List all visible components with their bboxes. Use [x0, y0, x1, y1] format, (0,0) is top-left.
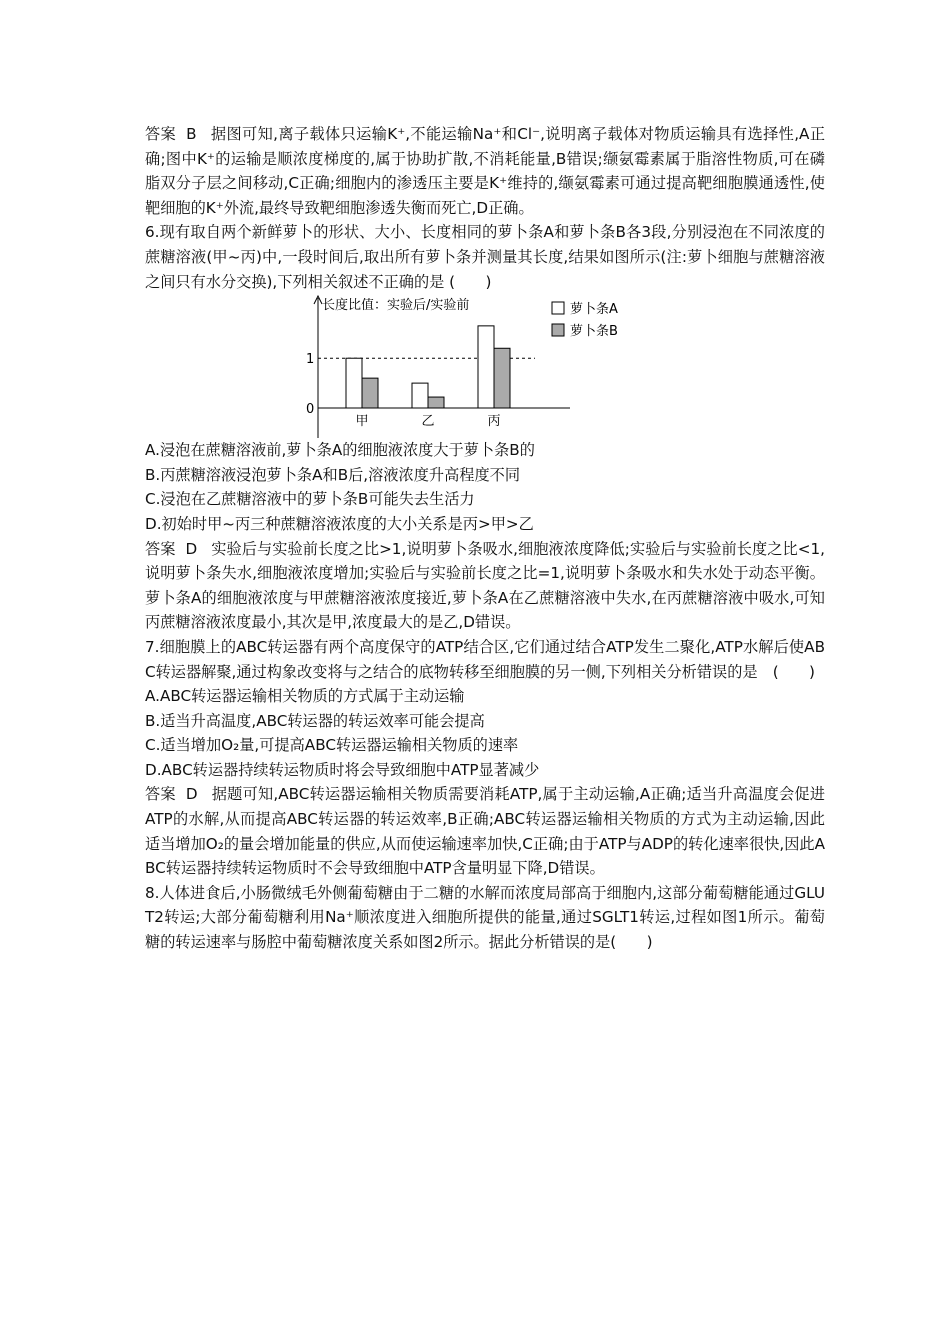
answer-label: 答案 — [145, 539, 176, 558]
document-page — [145, 122, 825, 955]
answer-explanation: 据题可知,ABC转运器运输相关物质需要消耗ATP,属于主动运输,A正确;适当升高温度会促进ATP的水解,从而提高ABC转运器的转运效率,B正确;ABC转运器运输相关物质的方式为主动运输,因此适当增加O₂的量会增加能量的供应,从而使运输速率加快,C正确;由于ATP与ADP的转化速率很快,因此ABC转运器持续转运物质时不会导致细胞中ATP含量明显下降,D错误。 — [145, 785, 826, 878]
bar-b — [428, 397, 444, 408]
option-a: A.ABC转运器运输相关物质的方式属于主动运输 — [145, 687, 465, 706]
answer-5 — [145, 122, 825, 220]
answer-letter: B — [186, 125, 197, 143]
y-tick-label: 1 — [306, 352, 315, 368]
option-a: A.浸泡在蔗糖溶液前,萝卜条A的细胞液浓度大于萝卜条B的 — [145, 441, 535, 460]
answer-label: 答案 — [145, 125, 177, 143]
answer-7 — [145, 782, 825, 880]
answer-6 — [145, 537, 825, 635]
y-axis-label: 长度比值：实验后/实验前 — [322, 298, 470, 314]
bar-chart — [145, 294, 825, 438]
bar-b — [362, 378, 378, 408]
legend-swatch — [552, 302, 564, 314]
x-tick-label: 丙 — [487, 414, 501, 430]
question-6-options — [145, 438, 825, 536]
answer-label: 答案 — [145, 785, 176, 804]
question-7-stem: 7.细胞膜上的ABC转运器有两个高度保守的ATP结合区,它们通过结合ATP发生二聚化,ATP水解后使ABC转运器解聚,通过构象改变将与之结合的底物转移至细胞膜的另一侧,下列相关分析错误的是 ( ) — [145, 637, 825, 681]
bar-a — [478, 326, 494, 408]
legend-swatch — [552, 324, 564, 336]
legend-label: 萝卜条B — [570, 324, 618, 340]
answer-letter: D — [185, 785, 198, 804]
option-d: D.ABC转运器持续转运物质时将会导致细胞中ATP显著减少 — [145, 760, 540, 779]
x-tick-label: 甲 — [355, 414, 369, 430]
option-c: C.适当增加O₂量,可提高ABC转运器运输相关物质的速率 — [145, 736, 519, 755]
bar-a — [412, 383, 428, 408]
option-c: C.浸泡在乙蔗糖溶液中的萝卜条B可能失去生活力 — [145, 490, 475, 509]
y-tick-label: 0 — [306, 402, 315, 418]
bar-a — [346, 358, 362, 408]
answer-explanation: 据图可知,离子载体只运输K⁺,不能运输Na⁺和Cl⁻,说明离子载体对物质运输具有选择性,A正确;图中K⁺的运输是顺浓度梯度的,属于协助扩散,不消耗能量,B错误;缬氨霉素属于脂溶性物质,可在磷脂双分子层之间移动,C正确;细胞内的渗透压主要是K⁺维持的,缬氨霉素可通过提高靶细胞膜通透性,使靶细胞的K⁺外流,最终导致靶细胞渗透失衡而死亡,D正确。 — [145, 125, 826, 217]
x-tick-label: 乙 — [421, 414, 435, 430]
chart-svg — [300, 294, 650, 438]
legend-label: 萝卜条A — [570, 302, 618, 318]
bar-b — [494, 348, 510, 408]
option-b: B.丙蔗糖溶液浸泡萝卜条A和B后,溶液浓度升高程度不同 — [145, 465, 521, 484]
answer-explanation: 实验后与实验前长度之比>1,说明萝卜条吸水,细胞液浓度降低;实验后与实验前长度之比<1,说明萝卜条失水,细胞液浓度增加;实验后与实验前长度之比=1,说明萝卜条吸水和失水处于动态平衡。萝卜条A的细胞液浓度与甲蔗糖溶液浓度接近,萝卜条A在乙蔗糖溶液中失水,在丙蔗糖溶液中吸水,可知丙蔗糖溶液浓度最小,其次是甲,浓度最大的是乙,D错误。 — [145, 539, 825, 632]
option-d: D.初始时甲~丙三种蔗糖溶液浓度的大小关系是丙>甲>乙 — [145, 514, 534, 533]
option-b: B.适当升高温度,ABC转运器的转运效率可能会提高 — [145, 711, 485, 730]
question-6-stem: 6.现有取自两个新鲜萝卜的形状、大小、长度相同的萝卜条A和萝卜条B各3段,分别浸泡在不同浓度的蔗糖溶液(甲~丙)中,一段时间后,取出所有萝卜条并测量其长度,结果如图所示(注:萝卜细胞与蔗糖溶液之间只有水分交换),下列相关叙述不正确的是 ( ) — [145, 223, 825, 291]
question-7-options — [145, 684, 825, 782]
question-8-stem: 8.人体进食后,小肠微绒毛外侧葡萄糖由于二糖的水解而浓度局部高于细胞内,这部分葡萄糖能通过GLUT2转运;大部分葡萄糖利用Na⁺顺浓度进入细胞所提供的能量,通过SGLT1转运,过程如图1所示。葡萄糖的转运速率与肠腔中葡萄糖浓度关系如图2所示。据此分析错误的是( ) — [145, 883, 825, 952]
answer-letter: D — [185, 539, 198, 558]
